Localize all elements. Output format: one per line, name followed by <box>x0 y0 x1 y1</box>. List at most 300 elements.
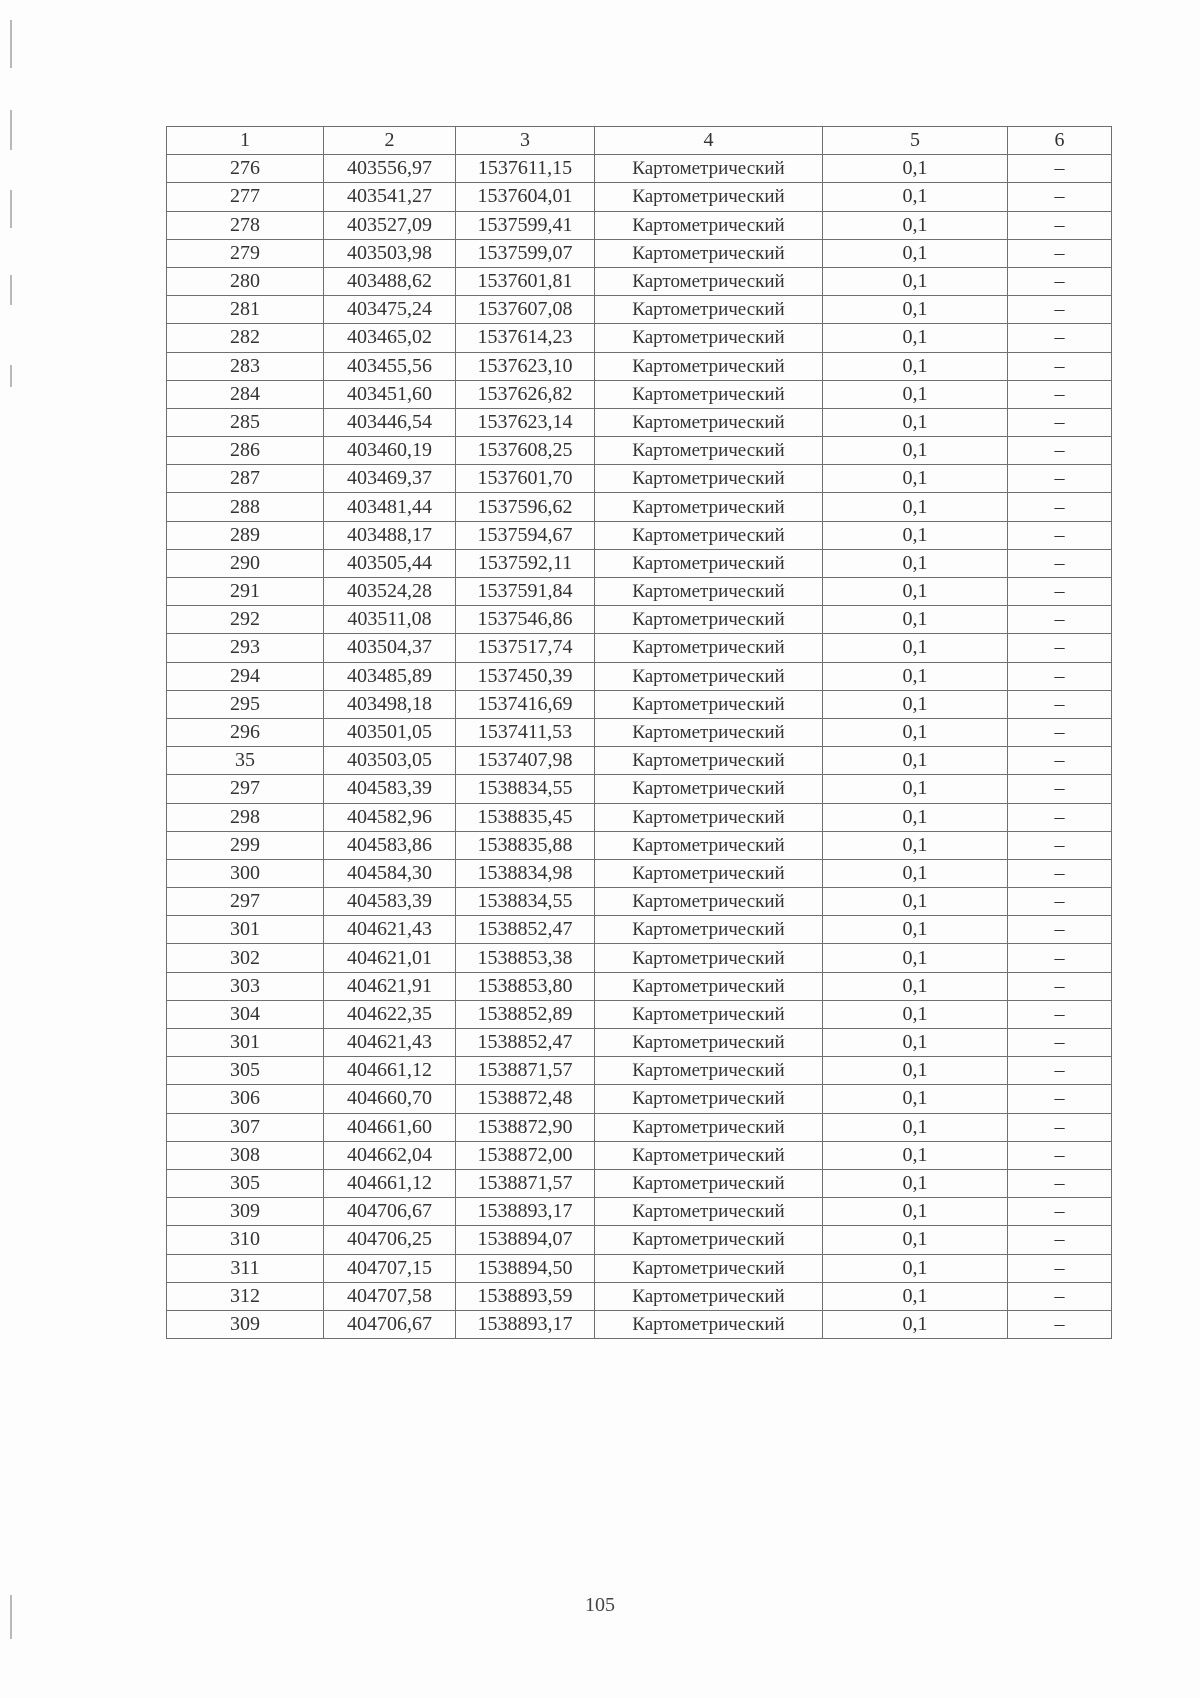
x-coordinate-cell: 403556,97 <box>324 155 456 183</box>
x-coordinate-cell: 404583,86 <box>324 831 456 859</box>
y-coordinate-cell: 1537450,39 <box>456 662 595 690</box>
point-number-cell: 311 <box>167 1254 324 1282</box>
y-coordinate-cell: 1538852,47 <box>456 916 595 944</box>
method-cell: Картометрический <box>595 324 823 352</box>
table-row <box>167 916 1112 944</box>
table-row <box>167 1198 1112 1226</box>
note-cell: – <box>1008 521 1112 549</box>
point-number-cell: 300 <box>167 859 324 887</box>
y-coordinate-cell: 1537607,08 <box>456 296 595 324</box>
note-cell: – <box>1008 267 1112 295</box>
y-coordinate-cell: 1538893,17 <box>456 1198 595 1226</box>
point-number-cell: 297 <box>167 888 324 916</box>
note-cell: – <box>1008 1113 1112 1141</box>
accuracy-cell: 0,1 <box>823 1057 1008 1085</box>
note-cell: – <box>1008 437 1112 465</box>
y-coordinate-cell: 1537591,84 <box>456 578 595 606</box>
table-row <box>167 1000 1112 1028</box>
point-number-cell: 294 <box>167 662 324 690</box>
point-number-cell: 278 <box>167 211 324 239</box>
note-cell: – <box>1008 1000 1112 1028</box>
table-row <box>167 775 1112 803</box>
method-cell: Картометрический <box>595 239 823 267</box>
accuracy-cell: 0,1 <box>823 916 1008 944</box>
y-coordinate-cell: 1537407,98 <box>456 747 595 775</box>
note-cell: – <box>1008 549 1112 577</box>
table-row <box>167 493 1112 521</box>
method-cell: Картометрический <box>595 972 823 1000</box>
accuracy-cell: 0,1 <box>823 408 1008 436</box>
y-coordinate-cell: 1537599,41 <box>456 211 595 239</box>
x-coordinate-cell: 403465,02 <box>324 324 456 352</box>
x-coordinate-cell: 404582,96 <box>324 803 456 831</box>
table-row <box>167 239 1112 267</box>
note-cell: – <box>1008 239 1112 267</box>
accuracy-cell: 0,1 <box>823 324 1008 352</box>
y-coordinate-cell: 1537614,23 <box>456 324 595 352</box>
point-number-cell: 283 <box>167 352 324 380</box>
note-cell: – <box>1008 718 1112 746</box>
table-row <box>167 155 1112 183</box>
method-cell: Картометрический <box>595 1282 823 1310</box>
table-header-row <box>167 127 1112 155</box>
point-number-cell: 289 <box>167 521 324 549</box>
point-number-cell: 281 <box>167 296 324 324</box>
method-cell: Картометрический <box>595 296 823 324</box>
point-number-cell: 287 <box>167 465 324 493</box>
note-cell: – <box>1008 888 1112 916</box>
x-coordinate-cell: 403488,17 <box>324 521 456 549</box>
y-coordinate-cell: 1538853,38 <box>456 944 595 972</box>
point-number-cell: 286 <box>167 437 324 465</box>
y-coordinate-cell: 1538853,80 <box>456 972 595 1000</box>
y-coordinate-cell: 1537599,07 <box>456 239 595 267</box>
y-coordinate-cell: 1538894,07 <box>456 1226 595 1254</box>
note-cell: – <box>1008 1029 1112 1057</box>
table-body <box>167 155 1112 1339</box>
column-header: 4 <box>595 127 823 155</box>
accuracy-cell: 0,1 <box>823 155 1008 183</box>
method-cell: Картометрический <box>595 944 823 972</box>
method-cell: Картометрический <box>595 662 823 690</box>
point-number-cell: 298 <box>167 803 324 831</box>
accuracy-cell: 0,1 <box>823 239 1008 267</box>
point-number-cell: 310 <box>167 1226 324 1254</box>
note-cell: – <box>1008 944 1112 972</box>
x-coordinate-cell: 404621,91 <box>324 972 456 1000</box>
accuracy-cell: 0,1 <box>823 1113 1008 1141</box>
accuracy-cell: 0,1 <box>823 1029 1008 1057</box>
point-number-cell: 280 <box>167 267 324 295</box>
method-cell: Картометрический <box>595 606 823 634</box>
accuracy-cell: 0,1 <box>823 1169 1008 1197</box>
accuracy-cell: 0,1 <box>823 1085 1008 1113</box>
coordinates-table <box>166 126 1112 1339</box>
accuracy-cell: 0,1 <box>823 690 1008 718</box>
point-number-cell: 301 <box>167 916 324 944</box>
note-cell: – <box>1008 831 1112 859</box>
note-cell: – <box>1008 296 1112 324</box>
y-coordinate-cell: 1537604,01 <box>456 183 595 211</box>
point-number-cell: 279 <box>167 239 324 267</box>
accuracy-cell: 0,1 <box>823 1000 1008 1028</box>
method-cell: Картометрический <box>595 549 823 577</box>
x-coordinate-cell: 404621,01 <box>324 944 456 972</box>
point-number-cell: 305 <box>167 1057 324 1085</box>
method-cell: Картометрический <box>595 775 823 803</box>
y-coordinate-cell: 1538894,50 <box>456 1254 595 1282</box>
method-cell: Картометрический <box>595 831 823 859</box>
x-coordinate-cell: 404584,30 <box>324 859 456 887</box>
point-number-cell: 284 <box>167 380 324 408</box>
table-row <box>167 1282 1112 1310</box>
table-row <box>167 718 1112 746</box>
accuracy-cell: 0,1 <box>823 352 1008 380</box>
point-number-cell: 309 <box>167 1310 324 1338</box>
method-cell: Картометрический <box>595 1085 823 1113</box>
y-coordinate-cell: 1538872,48 <box>456 1085 595 1113</box>
y-coordinate-cell: 1537411,53 <box>456 718 595 746</box>
note-cell: – <box>1008 972 1112 1000</box>
note-cell: – <box>1008 1226 1112 1254</box>
x-coordinate-cell: 403485,89 <box>324 662 456 690</box>
x-coordinate-cell: 404706,67 <box>324 1198 456 1226</box>
y-coordinate-cell: 1537623,10 <box>456 352 595 380</box>
y-coordinate-cell: 1537592,11 <box>456 549 595 577</box>
x-coordinate-cell: 403469,37 <box>324 465 456 493</box>
accuracy-cell: 0,1 <box>823 606 1008 634</box>
x-coordinate-cell: 404661,12 <box>324 1169 456 1197</box>
y-coordinate-cell: 1538852,89 <box>456 1000 595 1028</box>
method-cell: Картометрический <box>595 352 823 380</box>
table-row <box>167 465 1112 493</box>
accuracy-cell: 0,1 <box>823 267 1008 295</box>
accuracy-cell: 0,1 <box>823 718 1008 746</box>
point-number-cell: 296 <box>167 718 324 746</box>
accuracy-cell: 0,1 <box>823 465 1008 493</box>
accuracy-cell: 0,1 <box>823 803 1008 831</box>
y-coordinate-cell: 1538893,17 <box>456 1310 595 1338</box>
table-row <box>167 578 1112 606</box>
x-coordinate-cell: 403446,54 <box>324 408 456 436</box>
table-row <box>167 324 1112 352</box>
column-header: 1 <box>167 127 324 155</box>
scan-mark <box>10 110 12 150</box>
point-number-cell: 291 <box>167 578 324 606</box>
note-cell: – <box>1008 690 1112 718</box>
x-coordinate-cell: 404662,04 <box>324 1141 456 1169</box>
method-cell: Картометрический <box>595 634 823 662</box>
x-coordinate-cell: 403504,37 <box>324 634 456 662</box>
table-row <box>167 267 1112 295</box>
point-number-cell: 282 <box>167 324 324 352</box>
x-coordinate-cell: 404707,15 <box>324 1254 456 1282</box>
x-coordinate-cell: 403524,28 <box>324 578 456 606</box>
y-coordinate-cell: 1537596,62 <box>456 493 595 521</box>
note-cell: – <box>1008 380 1112 408</box>
page-number: 105 <box>585 1594 615 1616</box>
method-cell: Картометрический <box>595 380 823 408</box>
method-cell: Картометрический <box>595 1169 823 1197</box>
point-number-cell: 295 <box>167 690 324 718</box>
accuracy-cell: 0,1 <box>823 634 1008 662</box>
note-cell: – <box>1008 578 1112 606</box>
accuracy-cell: 0,1 <box>823 183 1008 211</box>
method-cell: Картометрический <box>595 1000 823 1028</box>
point-number-cell: 276 <box>167 155 324 183</box>
method-cell: Картометрический <box>595 1198 823 1226</box>
x-coordinate-cell: 404707,58 <box>324 1282 456 1310</box>
table-row <box>167 690 1112 718</box>
note-cell: – <box>1008 859 1112 887</box>
x-coordinate-cell: 404583,39 <box>324 775 456 803</box>
point-number-cell: 285 <box>167 408 324 436</box>
table-row <box>167 1057 1112 1085</box>
point-number-cell: 301 <box>167 1029 324 1057</box>
accuracy-cell: 0,1 <box>823 944 1008 972</box>
point-number-cell: 288 <box>167 493 324 521</box>
accuracy-cell: 0,1 <box>823 1282 1008 1310</box>
table-row <box>167 1226 1112 1254</box>
column-header: 5 <box>823 127 1008 155</box>
note-cell: – <box>1008 1198 1112 1226</box>
accuracy-cell: 0,1 <box>823 1198 1008 1226</box>
x-coordinate-cell: 403451,60 <box>324 380 456 408</box>
x-coordinate-cell: 404661,60 <box>324 1113 456 1141</box>
x-coordinate-cell: 403455,56 <box>324 352 456 380</box>
table-row <box>167 803 1112 831</box>
note-cell: – <box>1008 1085 1112 1113</box>
note-cell: – <box>1008 634 1112 662</box>
method-cell: Картометрический <box>595 690 823 718</box>
point-number-cell: 292 <box>167 606 324 634</box>
accuracy-cell: 0,1 <box>823 1141 1008 1169</box>
accuracy-cell: 0,1 <box>823 549 1008 577</box>
table-row <box>167 1141 1112 1169</box>
y-coordinate-cell: 1537608,25 <box>456 437 595 465</box>
note-cell: – <box>1008 1282 1112 1310</box>
y-coordinate-cell: 1538872,00 <box>456 1141 595 1169</box>
x-coordinate-cell: 403481,44 <box>324 493 456 521</box>
x-coordinate-cell: 403503,05 <box>324 747 456 775</box>
table-row <box>167 1085 1112 1113</box>
x-coordinate-cell: 404661,12 <box>324 1057 456 1085</box>
method-cell: Картометрический <box>595 1113 823 1141</box>
y-coordinate-cell: 1538834,98 <box>456 859 595 887</box>
point-number-cell: 277 <box>167 183 324 211</box>
table-row <box>167 662 1112 690</box>
point-number-cell: 307 <box>167 1113 324 1141</box>
x-coordinate-cell: 404660,70 <box>324 1085 456 1113</box>
y-coordinate-cell: 1538871,57 <box>456 1169 595 1197</box>
accuracy-cell: 0,1 <box>823 775 1008 803</box>
accuracy-cell: 0,1 <box>823 747 1008 775</box>
note-cell: – <box>1008 408 1112 436</box>
note-cell: – <box>1008 183 1112 211</box>
note-cell: – <box>1008 916 1112 944</box>
table-row <box>167 437 1112 465</box>
method-cell: Картометрический <box>595 211 823 239</box>
accuracy-cell: 0,1 <box>823 888 1008 916</box>
note-cell: – <box>1008 1141 1112 1169</box>
method-cell: Картометрический <box>595 437 823 465</box>
table-row <box>167 944 1112 972</box>
point-number-cell: 305 <box>167 1169 324 1197</box>
table-row <box>167 1310 1112 1338</box>
point-number-cell: 290 <box>167 549 324 577</box>
accuracy-cell: 0,1 <box>823 578 1008 606</box>
x-coordinate-cell: 403460,19 <box>324 437 456 465</box>
table-row <box>167 183 1112 211</box>
method-cell: Картометрический <box>595 155 823 183</box>
x-coordinate-cell: 403488,62 <box>324 267 456 295</box>
accuracy-cell: 0,1 <box>823 296 1008 324</box>
note-cell: – <box>1008 775 1112 803</box>
method-cell: Картометрический <box>595 465 823 493</box>
note-cell: – <box>1008 465 1112 493</box>
method-cell: Картометрический <box>595 1057 823 1085</box>
note-cell: – <box>1008 352 1112 380</box>
point-number-cell: 309 <box>167 1198 324 1226</box>
point-number-cell: 299 <box>167 831 324 859</box>
accuracy-cell: 0,1 <box>823 521 1008 549</box>
accuracy-cell: 0,1 <box>823 972 1008 1000</box>
method-cell: Картометрический <box>595 267 823 295</box>
note-cell: – <box>1008 324 1112 352</box>
note-cell: – <box>1008 155 1112 183</box>
table-row <box>167 888 1112 916</box>
note-cell: – <box>1008 1254 1112 1282</box>
note-cell: – <box>1008 1169 1112 1197</box>
method-cell: Картометрический <box>595 803 823 831</box>
method-cell: Картометрический <box>595 493 823 521</box>
y-coordinate-cell: 1537546,86 <box>456 606 595 634</box>
y-coordinate-cell: 1537601,81 <box>456 267 595 295</box>
x-coordinate-cell: 403505,44 <box>324 549 456 577</box>
accuracy-cell: 0,1 <box>823 437 1008 465</box>
point-number-cell: 306 <box>167 1085 324 1113</box>
method-cell: Картометрический <box>595 916 823 944</box>
method-cell: Картометрический <box>595 1226 823 1254</box>
table-row <box>167 521 1112 549</box>
method-cell: Картометрический <box>595 183 823 211</box>
x-coordinate-cell: 403475,24 <box>324 296 456 324</box>
scan-mark <box>10 275 12 305</box>
table-row <box>167 606 1112 634</box>
table-row <box>167 380 1112 408</box>
accuracy-cell: 0,1 <box>823 1226 1008 1254</box>
x-coordinate-cell: 404706,25 <box>324 1226 456 1254</box>
point-number-cell: 304 <box>167 1000 324 1028</box>
y-coordinate-cell: 1538835,45 <box>456 803 595 831</box>
y-coordinate-cell: 1537594,67 <box>456 521 595 549</box>
x-coordinate-cell: 403498,18 <box>324 690 456 718</box>
table-row <box>167 352 1112 380</box>
table-row <box>167 1254 1112 1282</box>
scan-mark <box>10 20 12 68</box>
method-cell: Картометрический <box>595 747 823 775</box>
table-row <box>167 972 1112 1000</box>
method-cell: Картометрический <box>595 521 823 549</box>
column-header: 6 <box>1008 127 1112 155</box>
y-coordinate-cell: 1538834,55 <box>456 775 595 803</box>
point-number-cell: 303 <box>167 972 324 1000</box>
y-coordinate-cell: 1538872,90 <box>456 1113 595 1141</box>
note-cell: – <box>1008 747 1112 775</box>
y-coordinate-cell: 1538871,57 <box>456 1057 595 1085</box>
note-cell: – <box>1008 211 1112 239</box>
y-coordinate-cell: 1537601,70 <box>456 465 595 493</box>
x-coordinate-cell: 404622,35 <box>324 1000 456 1028</box>
accuracy-cell: 0,1 <box>823 1254 1008 1282</box>
x-coordinate-cell: 404621,43 <box>324 1029 456 1057</box>
table-row <box>167 831 1112 859</box>
table-row <box>167 859 1112 887</box>
x-coordinate-cell: 403503,98 <box>324 239 456 267</box>
method-cell: Картометрический <box>595 578 823 606</box>
method-cell: Картометрический <box>595 718 823 746</box>
y-coordinate-cell: 1537611,15 <box>456 155 595 183</box>
method-cell: Картометрический <box>595 1029 823 1057</box>
x-coordinate-cell: 403527,09 <box>324 211 456 239</box>
point-number-cell: 302 <box>167 944 324 972</box>
method-cell: Картометрический <box>595 408 823 436</box>
table-row <box>167 1029 1112 1057</box>
scan-mark <box>10 365 12 387</box>
note-cell: – <box>1008 1057 1112 1085</box>
note-cell: – <box>1008 493 1112 521</box>
note-cell: – <box>1008 662 1112 690</box>
method-cell: Картометрический <box>595 1310 823 1338</box>
x-coordinate-cell: 403541,27 <box>324 183 456 211</box>
method-cell: Картометрический <box>595 1254 823 1282</box>
note-cell: – <box>1008 606 1112 634</box>
note-cell: – <box>1008 1310 1112 1338</box>
y-coordinate-cell: 1538852,47 <box>456 1029 595 1057</box>
method-cell: Картометрический <box>595 1141 823 1169</box>
point-number-cell: 35 <box>167 747 324 775</box>
point-number-cell: 308 <box>167 1141 324 1169</box>
method-cell: Картометрический <box>595 859 823 887</box>
accuracy-cell: 0,1 <box>823 831 1008 859</box>
x-coordinate-cell: 404706,67 <box>324 1310 456 1338</box>
x-coordinate-cell: 403511,08 <box>324 606 456 634</box>
point-number-cell: 297 <box>167 775 324 803</box>
method-cell: Картометрический <box>595 888 823 916</box>
note-cell: – <box>1008 803 1112 831</box>
accuracy-cell: 0,1 <box>823 662 1008 690</box>
column-header: 2 <box>324 127 456 155</box>
table-row <box>167 549 1112 577</box>
accuracy-cell: 0,1 <box>823 1310 1008 1338</box>
x-coordinate-cell: 404621,43 <box>324 916 456 944</box>
table-row <box>167 408 1112 436</box>
y-coordinate-cell: 1537626,82 <box>456 380 595 408</box>
x-coordinate-cell: 403501,05 <box>324 718 456 746</box>
scan-mark <box>10 190 12 228</box>
column-header: 3 <box>456 127 595 155</box>
y-coordinate-cell: 1538893,59 <box>456 1282 595 1310</box>
x-coordinate-cell: 404583,39 <box>324 888 456 916</box>
y-coordinate-cell: 1537416,69 <box>456 690 595 718</box>
y-coordinate-cell: 1538834,55 <box>456 888 595 916</box>
accuracy-cell: 0,1 <box>823 493 1008 521</box>
table-row <box>167 1169 1112 1197</box>
accuracy-cell: 0,1 <box>823 380 1008 408</box>
table-row <box>167 1113 1112 1141</box>
y-coordinate-cell: 1538835,88 <box>456 831 595 859</box>
table-row <box>167 634 1112 662</box>
